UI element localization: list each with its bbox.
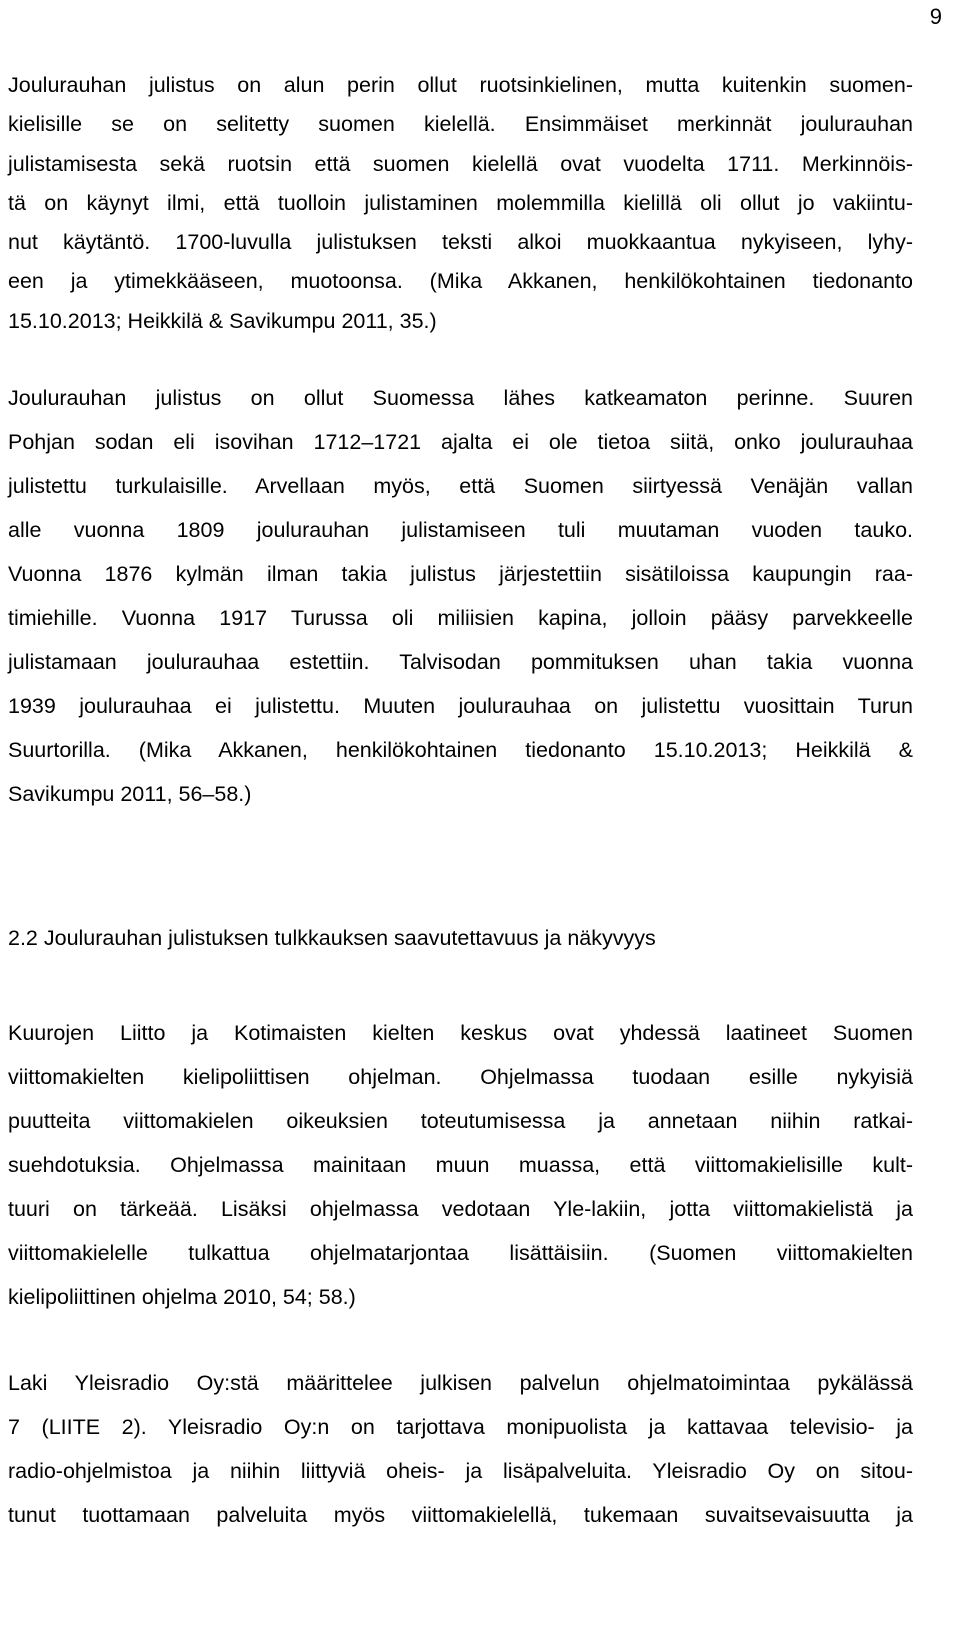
text-line: julistamisesta sekä ruotsin että suomen kielellä ovat vuodelta 1711. Merkinnöis- [8, 151, 913, 176]
text-line: nut käytäntö. 1700-luvulla julistuksen teksti alkoi muokkaantua nykyiseen, lyhy- [8, 230, 913, 255]
text-line: alle vuonna 1809 joulurauhan julistamiseen tuli muutaman vuoden tauko. [8, 518, 913, 543]
paragraph-yle-law [8, 1361, 913, 1537]
text-line: Kuurojen Liitto ja Kotimaisten kielten keskus ovat yhdessä laatineet Suomen [8, 1021, 913, 1046]
text-line: kielisille se on selitetty suomen kielellä. Ensimmäiset merkinnät joulurauhan [8, 112, 913, 137]
document-body [8, 66, 913, 1537]
text-line: kielipoliittinen ohjelma 2010, 54; 58.) [8, 1285, 356, 1310]
paragraph-joulurauha-history [8, 66, 913, 341]
text-line: Suurtorilla. (Mika Akkanen, henkilökohtainen tiedonanto 15.10.2013; Heikkilä & [8, 738, 913, 763]
text-line: radio-ohjelmistoa ja niihin liittyviä oheis- ja lisäpalveluita. Yleisradio Oy on sitou- [8, 1459, 913, 1484]
text-line: Joulurauhan julistus on alun perin ollut ruotsinkielinen, mutta kuitenkin suomen- [8, 73, 913, 97]
text-line: 1939 joulurauhaa ei julistettu. Muuten joulurauhaa on julistettu vuosittain Turun [8, 694, 913, 719]
text-line: Joulurauhan julistus on ollut Suomessa lähes katkeamaton perinne. Suuren [8, 386, 913, 411]
page-number: 9 [929, 4, 942, 29]
text-line: tunut tuottamaan palveluita myös viittomakielellä, tukemaan suvaitsevaisuutta ja [8, 1503, 913, 1528]
paragraph-sign-language-program [8, 1011, 913, 1319]
text-line: tä on käynyt ilmi, että tuolloin julistaminen molemmilla kielillä oli ollut jo vakiintu- [8, 190, 913, 215]
text-line: Savikumpu 2011, 56–58.) [8, 782, 252, 807]
section-heading: 2.2 Joulurauhan julistuksen tulkkauksen saavutettavuus ja näkyvyys [8, 926, 656, 951]
text-line: Vuonna 1876 kylmän ilman takia julistus järjestettiin sisätiloissa kaupungin raa- [8, 562, 913, 587]
text-line: 15.10.2013; Heikkilä & Savikumpu 2011, 35.) [8, 308, 437, 333]
text-line: viittomakielelle tulkattua ohjelmatarjontaa lisättäisiin. (Suomen viittomakielten [8, 1241, 913, 1266]
text-line: julistamaan joulurauhaa estettiin. Talvisodan pommituksen uhan takia vuonna [8, 650, 913, 675]
text-line: suehdotuksia. Ohjelmassa mainitaan muun muassa, että viittomakielisille kult- [8, 1153, 913, 1178]
text-line: Pohjan sodan eli isovihan 1712–1721 ajalta ei ole tietoa siitä, onko joulurauhaa [8, 430, 913, 455]
paragraph-joulurauha-tradition [8, 376, 913, 816]
text-line: een ja ytimekkääseen, muotoonsa. (Mika Akkanen, henkilökohtainen tiedonanto [8, 269, 913, 294]
text-line: timiehille. Vuonna 1917 Turussa oli miliisien kapina, jolloin pääsy parvekkeelle [8, 606, 913, 631]
text-line: 7 (LIITE 2). Yleisradio Oy:n on tarjottava monipuolista ja kattavaa televisio- ja [8, 1415, 913, 1440]
text-line: tuuri on tärkeää. Lisäksi ohjelmassa vedotaan Yle-lakiin, jotta viittomakielistä ja [8, 1197, 913, 1222]
text-line: julistettu turkulaisille. Arvellaan myös, että Suomen siirtyessä Venäjän vallan [8, 474, 913, 499]
text-line: viittomakielten kielipoliittisen ohjelman. Ohjelmassa tuodaan esille nykyisiä [8, 1065, 913, 1090]
text-line: puutteita viittomakielen oikeuksien toteutumisessa ja annetaan niihin ratkai- [8, 1109, 913, 1134]
text-line: Laki Yleisradio Oy:stä määrittelee julkisen palvelun ohjelmatoimintaa pykälässä [8, 1371, 913, 1396]
